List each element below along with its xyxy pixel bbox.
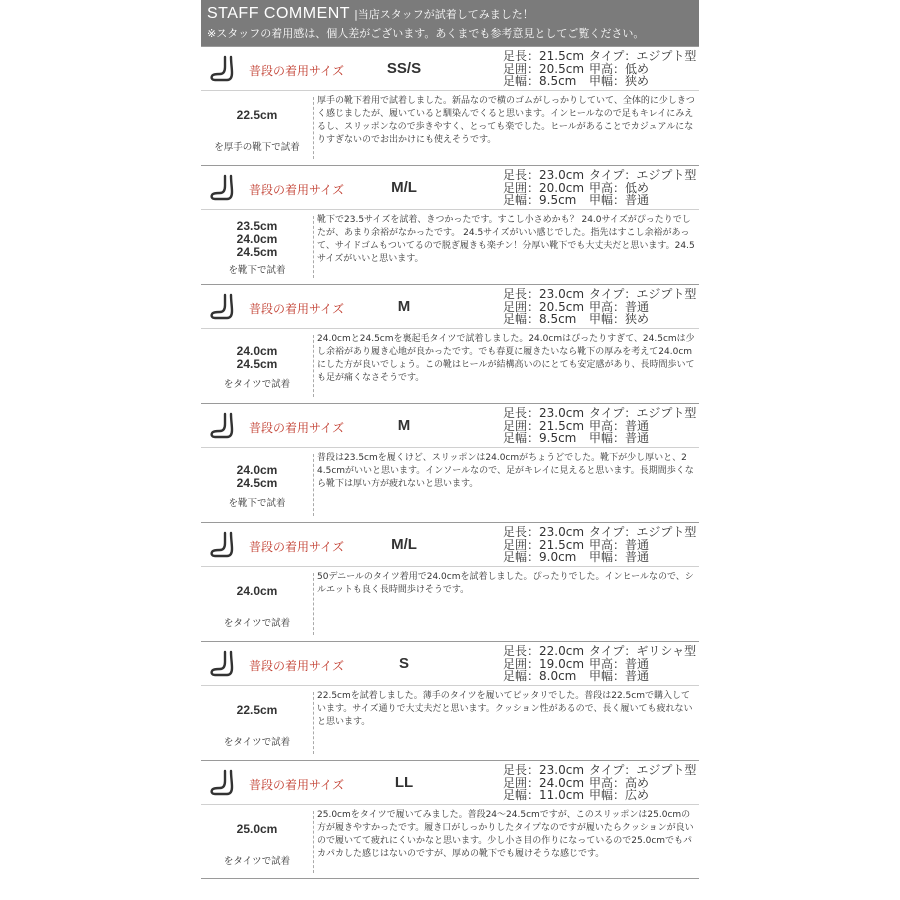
usual-size: M xyxy=(397,298,411,315)
tried-size: 23.5cm xyxy=(236,219,278,233)
tried-size: 24.0cm xyxy=(236,344,278,358)
tried-size-list xyxy=(201,345,313,371)
tried-sizes xyxy=(201,91,313,165)
staff-entry xyxy=(201,522,699,641)
staff-comment: 靴下で23.5サイズを試着、きつかったです。すこし小さめかも？ 24.0サイズがぴったりでしたが、あまり余裕がなかったです。 24.5サイズがいい感じでした。指先はすこし余裕があって、サイドゴムもついてるので脱ぎ履きも楽チン！分厚い靴下でも大丈夫だと思います。24.5サイズがいいと思います。 xyxy=(317,215,695,264)
foot-icon xyxy=(209,769,241,797)
foot-type: タイプ：エジプト型 xyxy=(589,49,697,63)
staff-comment: 厚手の靴下着用で試着しました。新品なので横のゴムがしっかりしていて、全体的に少しきつく感じましたが、履いていると馴染んでくると思います。インヒールなので足もキレイにみえるし、スリッポンなので歩きやすく、とっても楽でした。ヒールがあることでカジュアルになりすぎないのでお出かけにも使えそうです。 xyxy=(317,96,695,145)
divider xyxy=(313,692,314,754)
foot-width: 足幅：8.5cm xyxy=(503,312,577,326)
header-note: ※スタッフの着用感は、個人差がございます。あくまでも参考意見としてご覧ください。 xyxy=(207,27,645,40)
tried-size-list xyxy=(201,585,313,598)
staff-entry xyxy=(201,760,699,879)
instep-width: 甲幅：普通 xyxy=(589,193,650,207)
foot-width: 足幅：9.0cm xyxy=(503,550,577,564)
instep-width: 甲幅：広め xyxy=(589,788,650,802)
staff-comment: 25.0cmをタイツで履いてみました。普段24〜24.5cmですが、このスリッポンは25.0cmの方が履きやすかったです。履き口がしっかりしたタイプなのですが履いたらクッションが良いので履いてて疲れにくいかなと思います。少し小さ目の作りになっているので25.0cmでもパカパカした感じはないのですが、厚めの靴下でも履けそうな感じです。 xyxy=(317,810,694,859)
tried-size-list xyxy=(201,823,313,836)
header-subtitle: |当店スタッフが試着してみました！ xyxy=(354,8,534,21)
foot-width: 足幅：8.5cm xyxy=(503,74,577,88)
foot-length: 足長：23.0cm xyxy=(503,406,585,420)
usual-size-label: 普段の着用サイズ xyxy=(249,64,345,78)
entry-summary xyxy=(201,404,699,448)
foot-length: 足長：23.0cm xyxy=(503,287,585,301)
staff-entries xyxy=(201,46,699,880)
instep-width: 甲幅：狭め xyxy=(589,74,650,88)
staff-entry xyxy=(201,165,699,284)
instep-width: 甲幅：普通 xyxy=(589,431,650,445)
divider xyxy=(313,811,314,873)
foot-type: タイプ：エジプト型 xyxy=(589,525,697,539)
usual-size-label: 普段の着用サイズ xyxy=(249,421,345,435)
foot-length: 足長：23.0cm xyxy=(503,763,585,777)
divider xyxy=(313,97,314,159)
foot-type: タイプ：エジプト型 xyxy=(589,406,697,420)
foot-length: 足長：23.0cm xyxy=(503,525,585,539)
tried-size: 22.5cm xyxy=(236,703,278,717)
tried-size: 24.0cm xyxy=(236,584,278,598)
try-condition: をタイツで試着 xyxy=(223,737,291,748)
staff-entry xyxy=(201,403,699,522)
entry-summary xyxy=(201,642,699,686)
tried-sizes xyxy=(201,329,313,403)
entry-summary xyxy=(201,285,699,329)
header-title: STAFF COMMENT xyxy=(207,5,351,22)
staff-entry xyxy=(201,46,699,165)
entry-detail xyxy=(201,567,699,641)
foot-measurements xyxy=(503,169,696,207)
foot-type: タイプ：エジプト型 xyxy=(589,168,697,182)
foot-measurements xyxy=(503,407,696,445)
tried-size: 22.5cm xyxy=(236,108,278,122)
tried-sizes xyxy=(201,567,313,641)
foot-girth: 足囲：20.5cm xyxy=(503,299,585,314)
foot-girth: 足囲：21.5cm xyxy=(503,537,585,552)
foot-length: 足長：22.0cm xyxy=(503,644,585,658)
usual-size: M/L xyxy=(391,536,417,553)
foot-measurements xyxy=(503,645,696,683)
entry-detail xyxy=(201,448,699,522)
instep-width: 甲幅：狭め xyxy=(589,312,650,326)
foot-girth: 足囲：20.0cm xyxy=(503,180,585,195)
instep-height: 甲高：普通 xyxy=(589,656,650,671)
staff-comment: 普段は23.5cmを履くけど、スリッポンは24.0cmがちょうどでした。靴下が少し厚いと、24.5cmがいいと思います。インソールなので、足がキレイに見えると思います。長期間歩くなら靴下は厚い方が疲れないと思います。 xyxy=(317,453,694,489)
entry-detail xyxy=(201,805,699,879)
divider xyxy=(313,454,314,516)
try-condition: を靴下で試着 xyxy=(228,265,286,276)
tried-sizes xyxy=(201,210,313,284)
usual-size-label: 普段の着用サイズ xyxy=(249,659,345,673)
tried-size-list xyxy=(201,464,313,490)
usual-size: S xyxy=(398,655,409,672)
tried-sizes xyxy=(201,805,313,879)
entry-detail xyxy=(201,210,699,284)
usual-size: LL xyxy=(394,774,414,791)
foot-type: タイプ：ギリシャ型 xyxy=(589,644,697,658)
foot-measurements xyxy=(503,288,696,326)
tried-size: 24.0cm xyxy=(236,463,278,477)
tried-size: 24.5cm xyxy=(236,476,278,490)
tried-sizes xyxy=(201,686,313,760)
try-condition: をタイツで試着 xyxy=(223,379,291,390)
header-title-line xyxy=(207,3,534,23)
foot-icon xyxy=(209,55,241,83)
foot-measurements xyxy=(503,764,696,802)
foot-width: 足幅：9.5cm xyxy=(503,193,577,207)
foot-icon xyxy=(209,293,241,321)
try-condition: を靴下で試着 xyxy=(228,498,286,509)
foot-measurements xyxy=(503,526,696,564)
staff-entry xyxy=(201,284,699,403)
try-condition: を厚手の靴下で試着 xyxy=(214,142,300,153)
foot-girth: 足囲：20.5cm xyxy=(503,61,585,76)
entry-summary xyxy=(201,47,699,91)
tried-sizes xyxy=(201,448,313,522)
entry-detail xyxy=(201,329,699,403)
usual-size-label: 普段の着用サイズ xyxy=(249,778,345,792)
entry-summary xyxy=(201,523,699,567)
divider xyxy=(313,335,314,397)
instep-width: 甲幅：普通 xyxy=(589,550,650,564)
foot-width: 足幅：9.5cm xyxy=(503,431,577,445)
divider xyxy=(313,216,314,278)
foot-icon xyxy=(209,174,241,202)
foot-girth: 足囲：24.0cm xyxy=(503,775,585,790)
usual-size: SS/S xyxy=(386,60,422,77)
foot-girth: 足囲：21.5cm xyxy=(503,418,585,433)
staff-entry xyxy=(201,641,699,760)
instep-height: 甲高：高め xyxy=(589,775,650,790)
entry-summary xyxy=(201,761,699,805)
try-condition: をタイツで試着 xyxy=(223,618,291,629)
usual-size-label: 普段の着用サイズ xyxy=(249,540,345,554)
tried-size: 24.5cm xyxy=(236,357,278,371)
foot-icon xyxy=(209,531,241,559)
foot-length: 足長：21.5cm xyxy=(503,49,585,63)
instep-height: 甲高：低め xyxy=(589,61,650,76)
entry-detail xyxy=(201,686,699,760)
staff-comment-header xyxy=(201,0,699,46)
usual-size-label: 普段の着用サイズ xyxy=(249,183,345,197)
entry-detail xyxy=(201,91,699,165)
foot-type: タイプ：エジプト型 xyxy=(589,287,697,301)
foot-type: タイプ：エジプト型 xyxy=(589,763,697,777)
staff-comment: 50デニールのタイツ着用で24.0cmを試着しました。ぴったりでした。インヒールなので、シルエットも良く長時間歩けそうです。 xyxy=(317,572,694,595)
tried-size: 24.0cm xyxy=(236,232,278,246)
foot-width: 足幅：11.0cm xyxy=(503,788,585,802)
instep-height: 甲高：普通 xyxy=(589,299,650,314)
tried-size-list xyxy=(201,109,313,122)
foot-icon xyxy=(209,650,241,678)
tried-size: 25.0cm xyxy=(236,822,278,836)
foot-width: 足幅：8.0cm xyxy=(503,669,577,683)
staff-comment: 22.5cmを試着しました。薄手のタイツを履いてピッタリでした。普段は22.5cmで購入しています。サイズ通りで大丈夫だと思います。クッション性があるので、長く履いても疲れないと思います。 xyxy=(317,691,693,727)
foot-icon xyxy=(209,412,241,440)
usual-size-label: 普段の着用サイズ xyxy=(249,302,345,316)
instep-height: 甲高：普通 xyxy=(589,418,650,433)
entry-summary xyxy=(201,166,699,210)
try-condition: をタイツで試着 xyxy=(223,856,291,867)
divider xyxy=(313,573,314,635)
staff-comment: 24.0cmと24.5cmを裏起毛タイツで試着しました。24.0cmはぴったりすぎて、24.5cmは少し余裕があり履き心地が良かったです。でも春夏に履きたいなら靴下の厚みを考えて24.0cmにした方が良いでしょう。この靴はヒールが結構高いのにとても安定感があり、長時間歩いても足が痛くなさそうです。 xyxy=(317,334,695,383)
instep-width: 甲幅：普通 xyxy=(589,669,650,683)
usual-size: M/L xyxy=(391,179,417,196)
tried-size-list xyxy=(201,220,313,259)
instep-height: 甲高：普通 xyxy=(589,537,650,552)
usual-size: M xyxy=(397,417,411,434)
tried-size-list xyxy=(201,704,313,717)
foot-girth: 足囲：19.0cm xyxy=(503,656,585,671)
instep-height: 甲高：低め xyxy=(589,180,650,195)
foot-measurements xyxy=(503,50,696,88)
tried-size: 24.5cm xyxy=(236,245,278,259)
foot-length: 足長：23.0cm xyxy=(503,168,585,182)
